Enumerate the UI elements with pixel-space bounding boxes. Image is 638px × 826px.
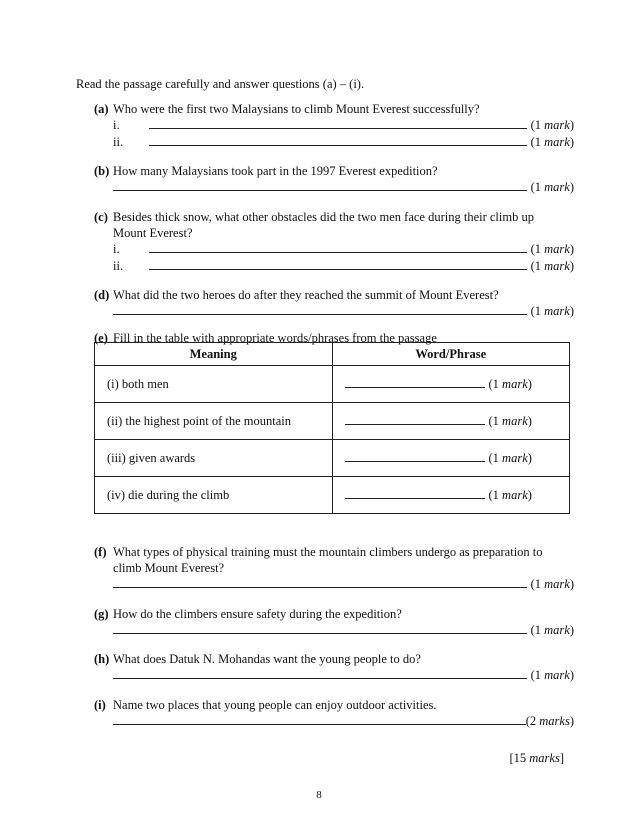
answer-line[interactable] [94, 622, 574, 639]
mark-label: (1 mark) [488, 377, 532, 391]
answer-blank[interactable] [149, 134, 527, 146]
question-text: What types of physical training must the mountain climbers undergo as preparation to [113, 545, 543, 559]
answer-line[interactable] [94, 241, 574, 258]
question-text: Name two places that young people can enjoy outdoor activities. [113, 698, 437, 712]
question-letter: (b) [94, 164, 110, 178]
question-text: Besides thick snow, what other obstacles did the two men face during their climb up [113, 210, 534, 224]
question-text: How many Malaysians took part in the 1997 Everest expedition? [113, 164, 438, 178]
answer-cell[interactable] [332, 477, 570, 514]
table-row [95, 403, 570, 440]
question-b [94, 163, 574, 196]
question-text: How do the climbers ensure safety during the expedition? [113, 607, 402, 621]
instruction-text: Read the passage carefully and answer questions (a) – (i). [76, 77, 365, 91]
total-marks: [15 marks] [509, 751, 564, 765]
answer-cell[interactable] [332, 366, 570, 403]
answer-blank[interactable] [345, 487, 485, 499]
question-i [94, 697, 574, 730]
question-letter: (h) [94, 652, 110, 666]
roman-numeral: i. [113, 118, 120, 132]
table-header-row [95, 343, 570, 366]
answer-blank[interactable] [149, 117, 527, 129]
meaning-cell: (i) both men [95, 366, 333, 403]
answer-blank[interactable] [345, 376, 485, 388]
question-c [94, 209, 574, 275]
question-g [94, 606, 574, 639]
question-letter: (g) [94, 607, 109, 621]
question-a [94, 101, 574, 151]
page-number: 8 [316, 789, 322, 801]
question-h [94, 651, 574, 684]
answer-blank[interactable] [113, 303, 527, 315]
answer-blank[interactable] [149, 241, 527, 253]
roman-numeral: ii. [113, 259, 124, 273]
answer-line[interactable] [94, 713, 574, 730]
roman-numeral: ii. [113, 135, 124, 149]
meaning-cell: (iii) given awards [95, 440, 333, 477]
mark-label: (1 mark) [530, 180, 574, 194]
answer-line[interactable] [94, 576, 574, 593]
column-header-word-phrase: Word/Phrase [332, 343, 570, 366]
answer-cell[interactable] [332, 440, 570, 477]
mark-label: (2 marks) [525, 714, 574, 728]
question-letter: (c) [94, 210, 108, 224]
table-row [95, 440, 570, 477]
answer-blank[interactable] [113, 667, 527, 679]
question-text: Who were the first two Malaysians to climb Mount Everest successfully? [113, 102, 480, 116]
question-letter: (e) [94, 331, 108, 345]
answer-line[interactable] [94, 303, 574, 320]
meaning-cell: (iv) die during the climb [95, 477, 333, 514]
answer-blank[interactable] [345, 450, 485, 462]
answer-line[interactable] [94, 258, 574, 275]
question-d [94, 287, 574, 320]
answer-blank[interactable] [345, 413, 485, 425]
mark-label: (1 mark) [530, 304, 574, 318]
question-letter: (f) [94, 545, 107, 559]
question-letter: (a) [94, 102, 109, 116]
answer-line[interactable] [94, 667, 574, 684]
question-text: What does Datuk N. Mohandas want the young people to do? [113, 652, 421, 666]
table-row [95, 366, 570, 403]
answer-line[interactable] [94, 134, 574, 151]
mark-label: (1 mark) [530, 118, 574, 132]
question-f [94, 544, 574, 593]
mark-label: (1 mark) [530, 577, 574, 591]
mark-label: (1 mark) [488, 414, 532, 428]
mark-label: (1 mark) [488, 451, 532, 465]
question-text: What did the two heroes do after they reached the summit of Mount Everest? [113, 288, 499, 302]
table-row [95, 477, 570, 514]
answer-blank[interactable] [149, 258, 527, 270]
meaning-cell: (ii) the highest point of the mountain [95, 403, 333, 440]
question-text: Fill in the table with appropriate words/phrases from the passage [113, 331, 437, 345]
roman-numeral: i. [113, 242, 120, 256]
question-letter: (d) [94, 288, 110, 302]
question-text-cont: Mount Everest? [113, 226, 193, 240]
mark-label: (1 mark) [530, 242, 574, 256]
answer-blank[interactable] [113, 622, 527, 634]
answer-blank[interactable] [113, 576, 527, 588]
answer-blank[interactable] [113, 179, 527, 191]
mark-label: (1 mark) [530, 668, 574, 682]
mark-label: (1 mark) [530, 259, 574, 273]
mark-label: (1 mark) [530, 623, 574, 637]
mark-label: (1 mark) [530, 135, 574, 149]
answer-cell[interactable] [332, 403, 570, 440]
column-header-meaning: Meaning [95, 343, 333, 366]
question-text-cont: climb Mount Everest? [113, 561, 225, 575]
question-letter: (i) [94, 698, 106, 712]
mark-label: (1 mark) [488, 488, 532, 502]
vocabulary-table [94, 342, 570, 514]
answer-line[interactable] [94, 117, 574, 134]
answer-line[interactable] [94, 179, 574, 196]
answer-blank[interactable] [113, 713, 526, 725]
